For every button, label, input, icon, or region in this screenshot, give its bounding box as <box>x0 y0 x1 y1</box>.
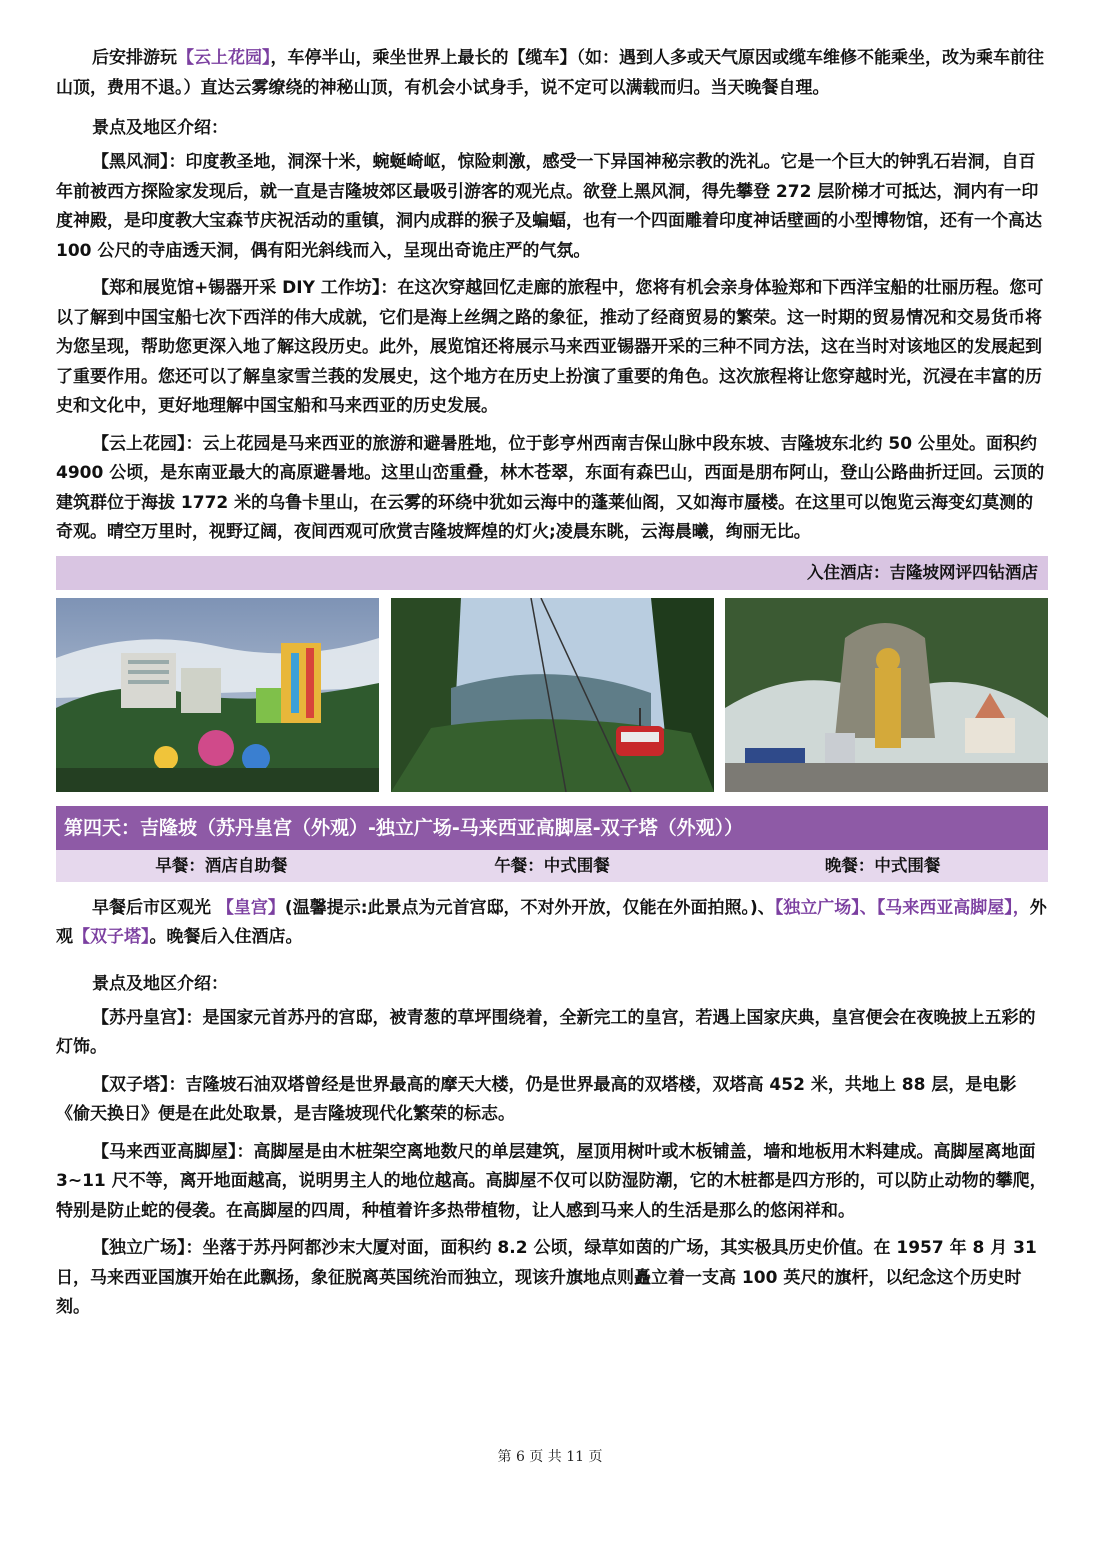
twin-towers-highlight: 【双子塔】 <box>73 927 150 947</box>
twin-towers-paragraph: 【双子塔】：吉隆坡石油双塔曾经是世界最高的摩天大楼，仍是世界最高的双塔楼，双塔高 452 米，共地上 88 层，是电影《偷天换日》便是在此处取景，是吉隆坡现代化繁荣的标志。 <box>56 1074 1017 1124</box>
itinerary-text: 早餐后市区观光 <box>92 897 217 918</box>
genting-highlight: 【云上花园】 <box>177 48 271 68</box>
batu-caves-photo <box>725 598 1048 792</box>
intro-text-rest: ，车停半山，乘坐世界上最长的【缆车】（如：遇到人多或天气原因或缆车维修不能乘坐，改为乘车前往山顶，费用不退。）直达云雾缭绕的神秘山顶，有机会小试身手，说不定可以满载而归。当天晚餐自理。 <box>56 48 1044 98</box>
square-stilt-highlight: 【独立广场】、【马来西亚高脚屋】， <box>774 897 1030 918</box>
page-footer: 第 6 页 共 11 页 <box>497 1449 603 1465</box>
independence-square-paragraph: 【独立广场】：坐落于苏丹阿都沙末大厦对面，面积约 8.2 公顷，绿草如茵的广场，其实极具历史价值。在 1957 年 8 月 31 日，马来西亚国旗开始在此飘扬，象征脱离英国统治而独立，现该升旗地点则矗立着一支高 100 英尺的旗杆，以纪念这个历史时刻。 <box>56 1238 1037 1317</box>
itinerary-text-3: 。晚餐后入住酒店。 <box>149 927 303 947</box>
itinerary-text-2: 外观 <box>56 897 1047 947</box>
palace-highlight: 【皇宫】 <box>216 897 285 918</box>
palace-paragraph: 【苏丹皇宫】：是国家元首苏丹的宫邸，被青葱的草坪围绕着，全新完工的皇宫，若遇上国家庆典，皇宫便会在夜晚披上五彩的灯饰。 <box>56 1007 1036 1057</box>
stilt-house-paragraph: 【马来西亚高脚屋】：高脚屋是由木桩架空离地数尺的单层建筑，屋顶用树叶或木板铺盖，墙和地板用木料建成。高脚屋离地面 3~11 尺不等，离开地面越高，说明男主人的地位越高。高脚屋不仅可以防湿防潮，它的木桩都是四方形的，可以防止动物的攀爬，特别是防止蛇的侵袭。在高脚屋的四周，种植着许多热带植物，让人感到马来人的生活是那么的悠闲祥和。 <box>56 1141 1047 1221</box>
itinerary-note: (温馨提示:此景点为元首宫邸，不对外开放，仅能在外面拍照。)、 <box>284 897 775 918</box>
genting-paragraph: 【云上花园】：云上花园是马来西亚的旅游和避暑胜地，位于彭亨州西南吉保山脉中段东坡、吉隆坡东北约 50 公里处。面积约 4900 公顷，是东南亚最大的高原避暑地。这里山峦重叠，林木苍翠，东面有森巴山，西面是朋布阿山，登山公路曲折迂回。云顶的建筑群位于海拔 1772 米的乌鲁卡里山，在云雾的环绕中犹如云海中的蓬莱仙阁，又如海市蜃楼。在这里可以饱览云海变幻莫测的奇观。晴空万里时，视野辽阔，夜间西观可欣赏吉隆坡辉煌的灯火;凌晨东眺，云海晨曦，绚丽无比。 <box>56 433 1045 542</box>
dinner-label: 晚餐：中式围餐 <box>824 855 941 875</box>
cable-car-photo <box>391 598 714 792</box>
day4-title-bar: 第四天：吉隆坡（苏丹皇宫（外观）-独立广场-马来西亚高脚屋-双子塔（外观）） <box>56 806 1048 850</box>
page-content <box>56 44 1048 1331</box>
itinerary-paragraph <box>56 894 1048 953</box>
intro-text: 后安排游玩 <box>92 48 177 68</box>
hotel-bar: 入住酒店：吉隆坡网评四钻酒店 <box>56 556 1048 590</box>
batu-caves-paragraph: 【黑风洞】：印度教圣地，洞深十米，蜿蜒崎岖，惊险刺激，感受一下异国神秘宗教的洗礼。它是一个巨大的钟乳石岩洞，自百年前被西方探险家发现后，就一直是吉隆坡郊区最吸引游客的观光点。欲登上黑风洞，得先攀登 272 层阶梯才可抵达，洞内有一印度神殿，是印度教大宝森节庆祝活动的重镇，洞内成群的猴子及蝙蝠，也有一个四面雕着印度神话壁画的小型博物馆，还有一个高达 100 公尺的寺庙透天洞，偶有阳光斜线而入，呈现出奇诡庄严的气氛。 <box>56 152 1042 261</box>
genting-resort-photo <box>56 598 379 792</box>
intro-paragraph <box>56 44 1048 103</box>
meal-bar <box>56 850 1048 882</box>
lunch-label: 午餐：中式围餐 <box>494 855 610 875</box>
section-label: 景点及地区介绍： <box>92 973 228 994</box>
breakfast-label: 早餐：酒店自助餐 <box>155 855 288 875</box>
section-label: 景点及地区介绍： <box>92 118 228 138</box>
zhenghe-museum-paragraph: 【郑和展览馆+锡器开采 DIY 工作坊】：在这次穿越回忆走廊的旅程中，您将有机会亲身体验郑和下西洋宝船的壮丽历程。您可以了解到中国宝船七次下西洋的伟大成就，它们是海上丝绸之路的象征，推动了经商贸易的繁荣。这一时期的贸易情况和交易货币将为您呈现，帮助您更深入地了解这段历史。此外，展览馆还将展示马来西亚锡器开采的三种不同方法，这在当时对该地区的发展起到了重要作用。您还可以了解皇家雪兰莪的发展史，这个地方在历史上扮演了重要的角色。这次旅程将让您穿越时光，沉浸在丰富的历史和文化中，更好地理解中国宝船和马来西亚的历史发展。 <box>56 278 1044 416</box>
photo-row <box>56 598 1048 792</box>
